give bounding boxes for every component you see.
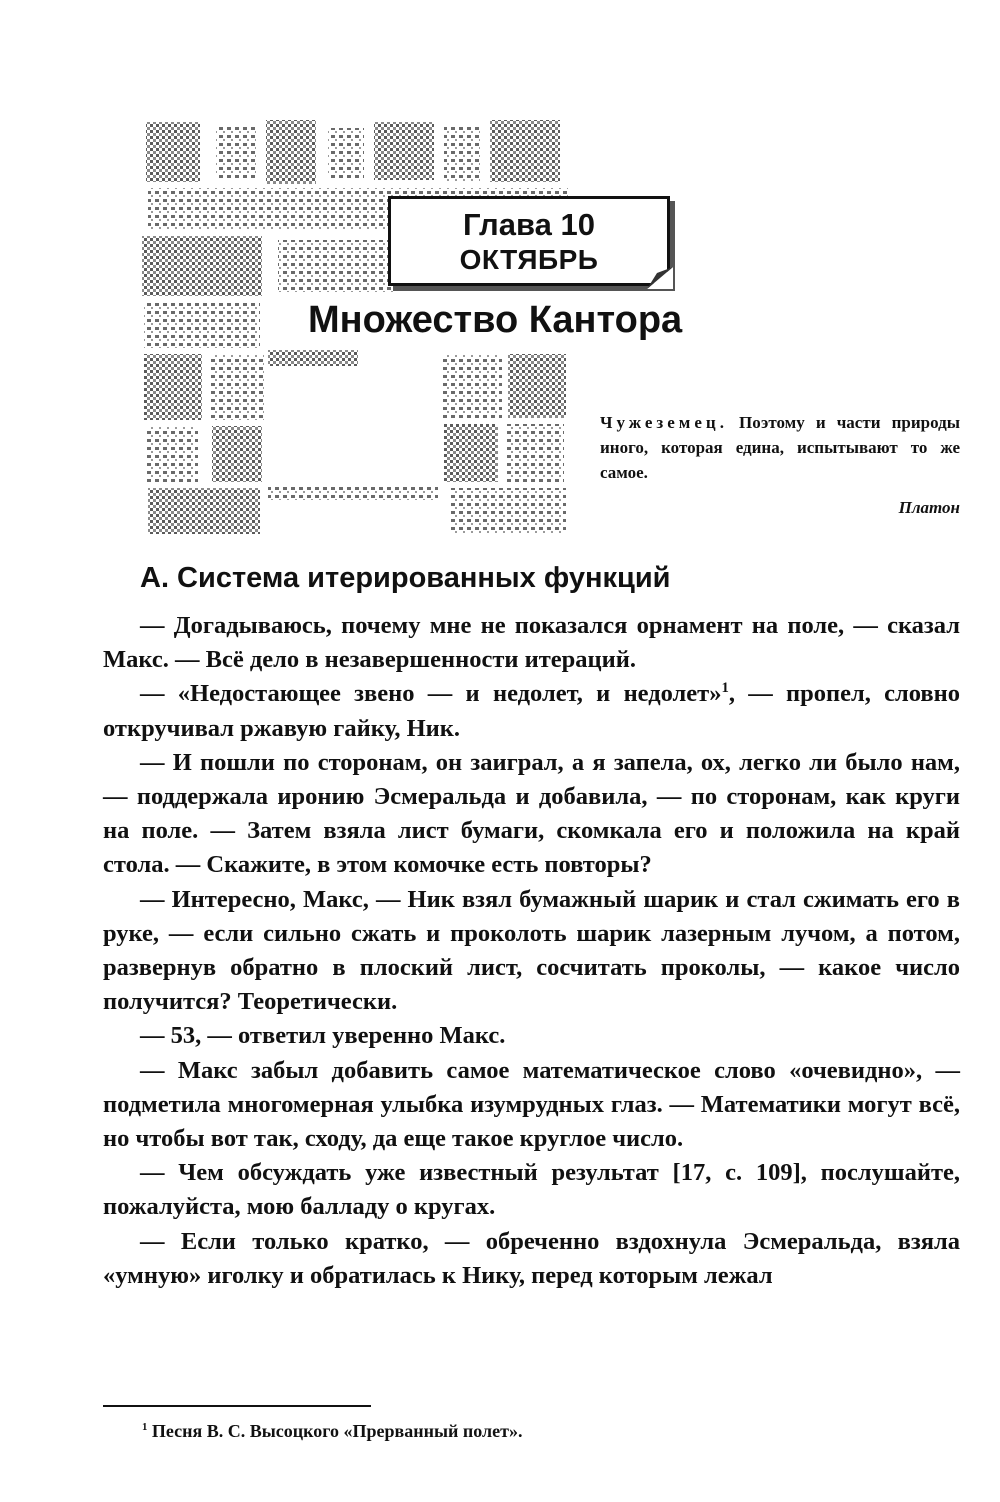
paragraph: — Если только кратко, — обреченно вздохнула Эсмеральда, взяла «умную» иголку и обратилась к Нику, перед которым лежал <box>103 1227 960 1289</box>
paragraph: — 53, — ответил уверенно Макс. <box>140 1022 506 1050</box>
chapter-month: ОКТЯБРЬ <box>459 244 599 275</box>
fractal-right-column <box>442 354 566 534</box>
paragraph: — Интересно, Макс, — Ник взял бумажный шарик и стал сжимать его в руке, — если сильно сжать и проколоть шарик лазерным лучом, а потом, развернув обратно в плоский лист, сосчитать проколы, — какое число получится? Теоретически. <box>103 885 960 1016</box>
epigraph-text: Поэтому и части природы иного, которая едина, испытывают то же самое. <box>600 413 960 482</box>
paragraph: — Чем обсуждать уже известный результат [17, с. 109], послушайте, пожалуйста, мою балладу о кругах. <box>103 1159 960 1221</box>
fractal-left-column <box>144 354 264 534</box>
page-curl-icon <box>647 267 673 289</box>
paragraph: — Макс забыл добавить самое математическое слово «очевидно», — подметила многомерная улыбка изумрудных глаз. — Математики могут всё, но чтобы вот так, сходу, да еще такое круглое число. <box>103 1056 960 1153</box>
chapter-label-box <box>388 196 670 286</box>
paragraph: — Догадываюсь, почему мне не показался орнамент на поле, — сказал Макс. — Всё дело в незавершенности итераций. <box>103 612 960 674</box>
paragraph-part: — «Недостающее звено — и недолет, и недолет» <box>140 680 722 708</box>
epigraph-author: Платон <box>898 498 960 517</box>
footnote-mark: 1 <box>142 1421 148 1433</box>
chapter-number: Глава 10 <box>463 207 595 242</box>
epigraph-speaker: Чужеземец. <box>600 413 728 432</box>
footnote-divider <box>103 1405 371 1407</box>
paragraph <box>103 677 960 745</box>
footnote <box>142 1419 942 1443</box>
fractal-center-rows <box>268 350 438 500</box>
section-heading: А. Система итерированных функций <box>140 562 671 594</box>
epigraph <box>600 410 960 485</box>
chapter-title: Множество Кантора <box>308 299 683 341</box>
footnote-ref[interactable]: 1 <box>721 680 729 697</box>
paragraph-part: , — пропел, словно откручивал ржавую гайку, Ник. <box>103 680 960 742</box>
footnote-text: Песня В. С. Высоцкого «Прерванный полет». <box>147 1421 523 1441</box>
paragraph: — И пошли по сторонам, он заиграл, а я запела, ох, легко ли было нам, — поддержала иронию Эсмеральда и добавила, — по сторонам, как круги на поле. — Затем взяла лист бумаги, скомкала его и положила на край стола. — Скажите, в этом комочке есть повторы? <box>103 748 960 879</box>
body-text <box>103 609 960 1293</box>
